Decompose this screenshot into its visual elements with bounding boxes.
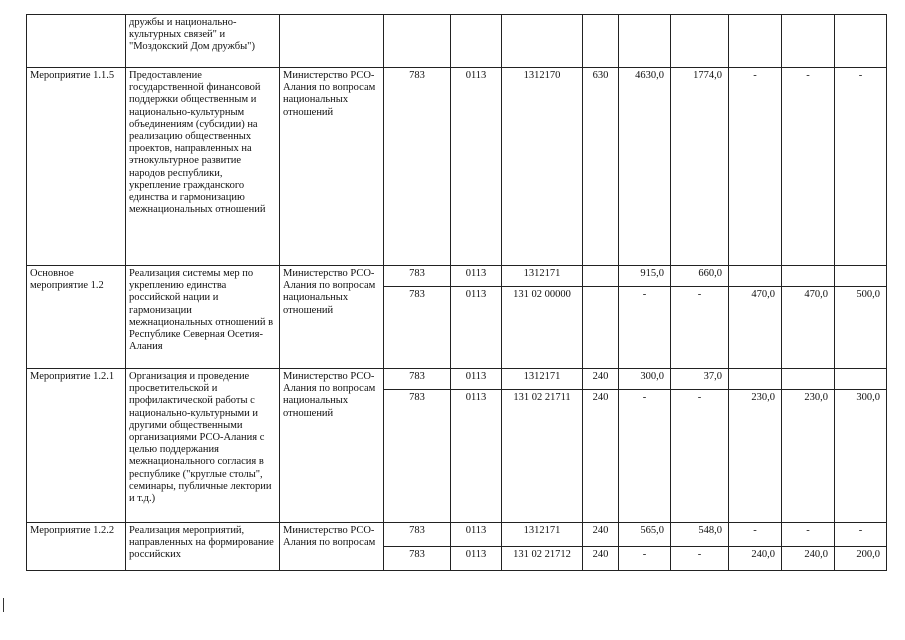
description-cell: Предоставление государственной финансовой поддержки общественным и национально-культурным объединениям (субсидии) на реализацию общественных проектов, направленных на этнокультурное развитие народов республики, укрепление гражданского единства и гармонизацию межнациональных отношений — [126, 68, 280, 266]
vr-cell — [583, 287, 619, 369]
vr-cell: 240 — [583, 547, 619, 571]
rz-cell: 0113 — [451, 68, 502, 266]
table-row — [27, 68, 887, 266]
value-cell: - — [782, 523, 835, 547]
value-cell: 230,0 — [729, 390, 782, 523]
value-cell: 565,0 — [619, 523, 671, 547]
value-cell: 1774,0 — [671, 68, 729, 266]
value-cell: 915,0 — [619, 266, 671, 287]
executor-cell: Министерство РСО-Алания по вопросам национальных отношений — [280, 369, 384, 523]
csr-cell: 1312171 — [502, 369, 583, 390]
vr-cell — [583, 266, 619, 287]
grbs-cell: 783 — [384, 287, 451, 369]
value-cell: 470,0 — [782, 287, 835, 369]
csr-cell: 1312170 — [502, 68, 583, 266]
csr-cell: 131 02 21712 — [502, 547, 583, 571]
value-cell: 300,0 — [835, 390, 887, 523]
executor-cell: Министерство РСО-Алания по вопросам национальных отношений — [280, 68, 384, 266]
table-row — [27, 266, 887, 287]
rz-cell: 0113 — [451, 287, 502, 369]
value-cell: - — [835, 68, 887, 266]
table-row — [27, 15, 887, 68]
vr-cell: 240 — [583, 523, 619, 547]
rz-cell: 0113 — [451, 390, 502, 523]
csr-cell: 1312171 — [502, 266, 583, 287]
value-cell: - — [619, 547, 671, 571]
executor-cell: Министерство РСО-Алания по вопросам — [280, 523, 384, 571]
name-cell: Основное мероприятие 1.2 — [27, 266, 126, 369]
name-cell — [27, 15, 126, 68]
rz-cell: 0113 — [451, 266, 502, 287]
grbs-cell: 783 — [384, 369, 451, 390]
name-cell: Мероприятие 1.1.5 — [27, 68, 126, 266]
grbs-cell: 783 — [384, 547, 451, 571]
csr-cell: 131 02 21711 — [502, 390, 583, 523]
value-cell: 200,0 — [835, 547, 887, 571]
grbs-cell: 783 — [384, 68, 451, 266]
value-cell: - — [671, 390, 729, 523]
page-edge-mark — [3, 598, 4, 612]
value-cell: - — [782, 68, 835, 266]
description-cell: Реализация мероприятий, направленных на формирование российских — [126, 523, 280, 571]
value-cell: 230,0 — [782, 390, 835, 523]
value-cell: 500,0 — [835, 287, 887, 369]
grbs-cell: 783 — [384, 390, 451, 523]
grbs-cell: 783 — [384, 523, 451, 547]
description-cell: дружбы и национально-культурных связей" и "Моздокский Дом дружбы") — [126, 15, 280, 68]
value-cell: 4630,0 — [619, 68, 671, 266]
table-row — [27, 369, 887, 390]
value-cell: - — [729, 523, 782, 547]
vr-cell: 240 — [583, 390, 619, 523]
value-cell: 470,0 — [729, 287, 782, 369]
value-cell: - — [671, 287, 729, 369]
value-cell: - — [835, 523, 887, 547]
value-cell: 548,0 — [671, 523, 729, 547]
rz-cell: 0113 — [451, 547, 502, 571]
value-cell: 240,0 — [729, 547, 782, 571]
rz-cell: 0113 — [451, 369, 502, 390]
budget-table — [26, 14, 887, 571]
name-cell: Мероприятие 1.2.2 — [27, 523, 126, 571]
value-cell: - — [671, 547, 729, 571]
csr-cell: 1312171 — [502, 523, 583, 547]
value-cell: - — [619, 390, 671, 523]
value-cell: 660,0 — [671, 266, 729, 287]
value-cell: 240,0 — [782, 547, 835, 571]
vr-cell: 240 — [583, 369, 619, 390]
name-cell: Мероприятие 1.2.1 — [27, 369, 126, 523]
executor-cell: Министерство РСО-Алания по вопросам национальных отношений — [280, 266, 384, 369]
grbs-cell: 783 — [384, 266, 451, 287]
value-cell: 300,0 — [619, 369, 671, 390]
description-cell: Организация и проведение просветительской и профилактической работы с национально-культурными и другими общественными организациями РСО-Алания с целью поддержания межнационального согласия в республике ("круглые столы", семинары, публичные лектории и т.д.) — [126, 369, 280, 523]
vr-cell: 630 — [583, 68, 619, 266]
value-cell: 37,0 — [671, 369, 729, 390]
value-cell: - — [619, 287, 671, 369]
value-cell: - — [729, 68, 782, 266]
rz-cell: 0113 — [451, 523, 502, 547]
table-row — [27, 523, 887, 547]
csr-cell: 131 02 00000 — [502, 287, 583, 369]
description-cell: Реализация системы мер по укреплению единства российской нации и гармонизации межнациональных отношений в Республике Северная Осетия-Алания — [126, 266, 280, 369]
